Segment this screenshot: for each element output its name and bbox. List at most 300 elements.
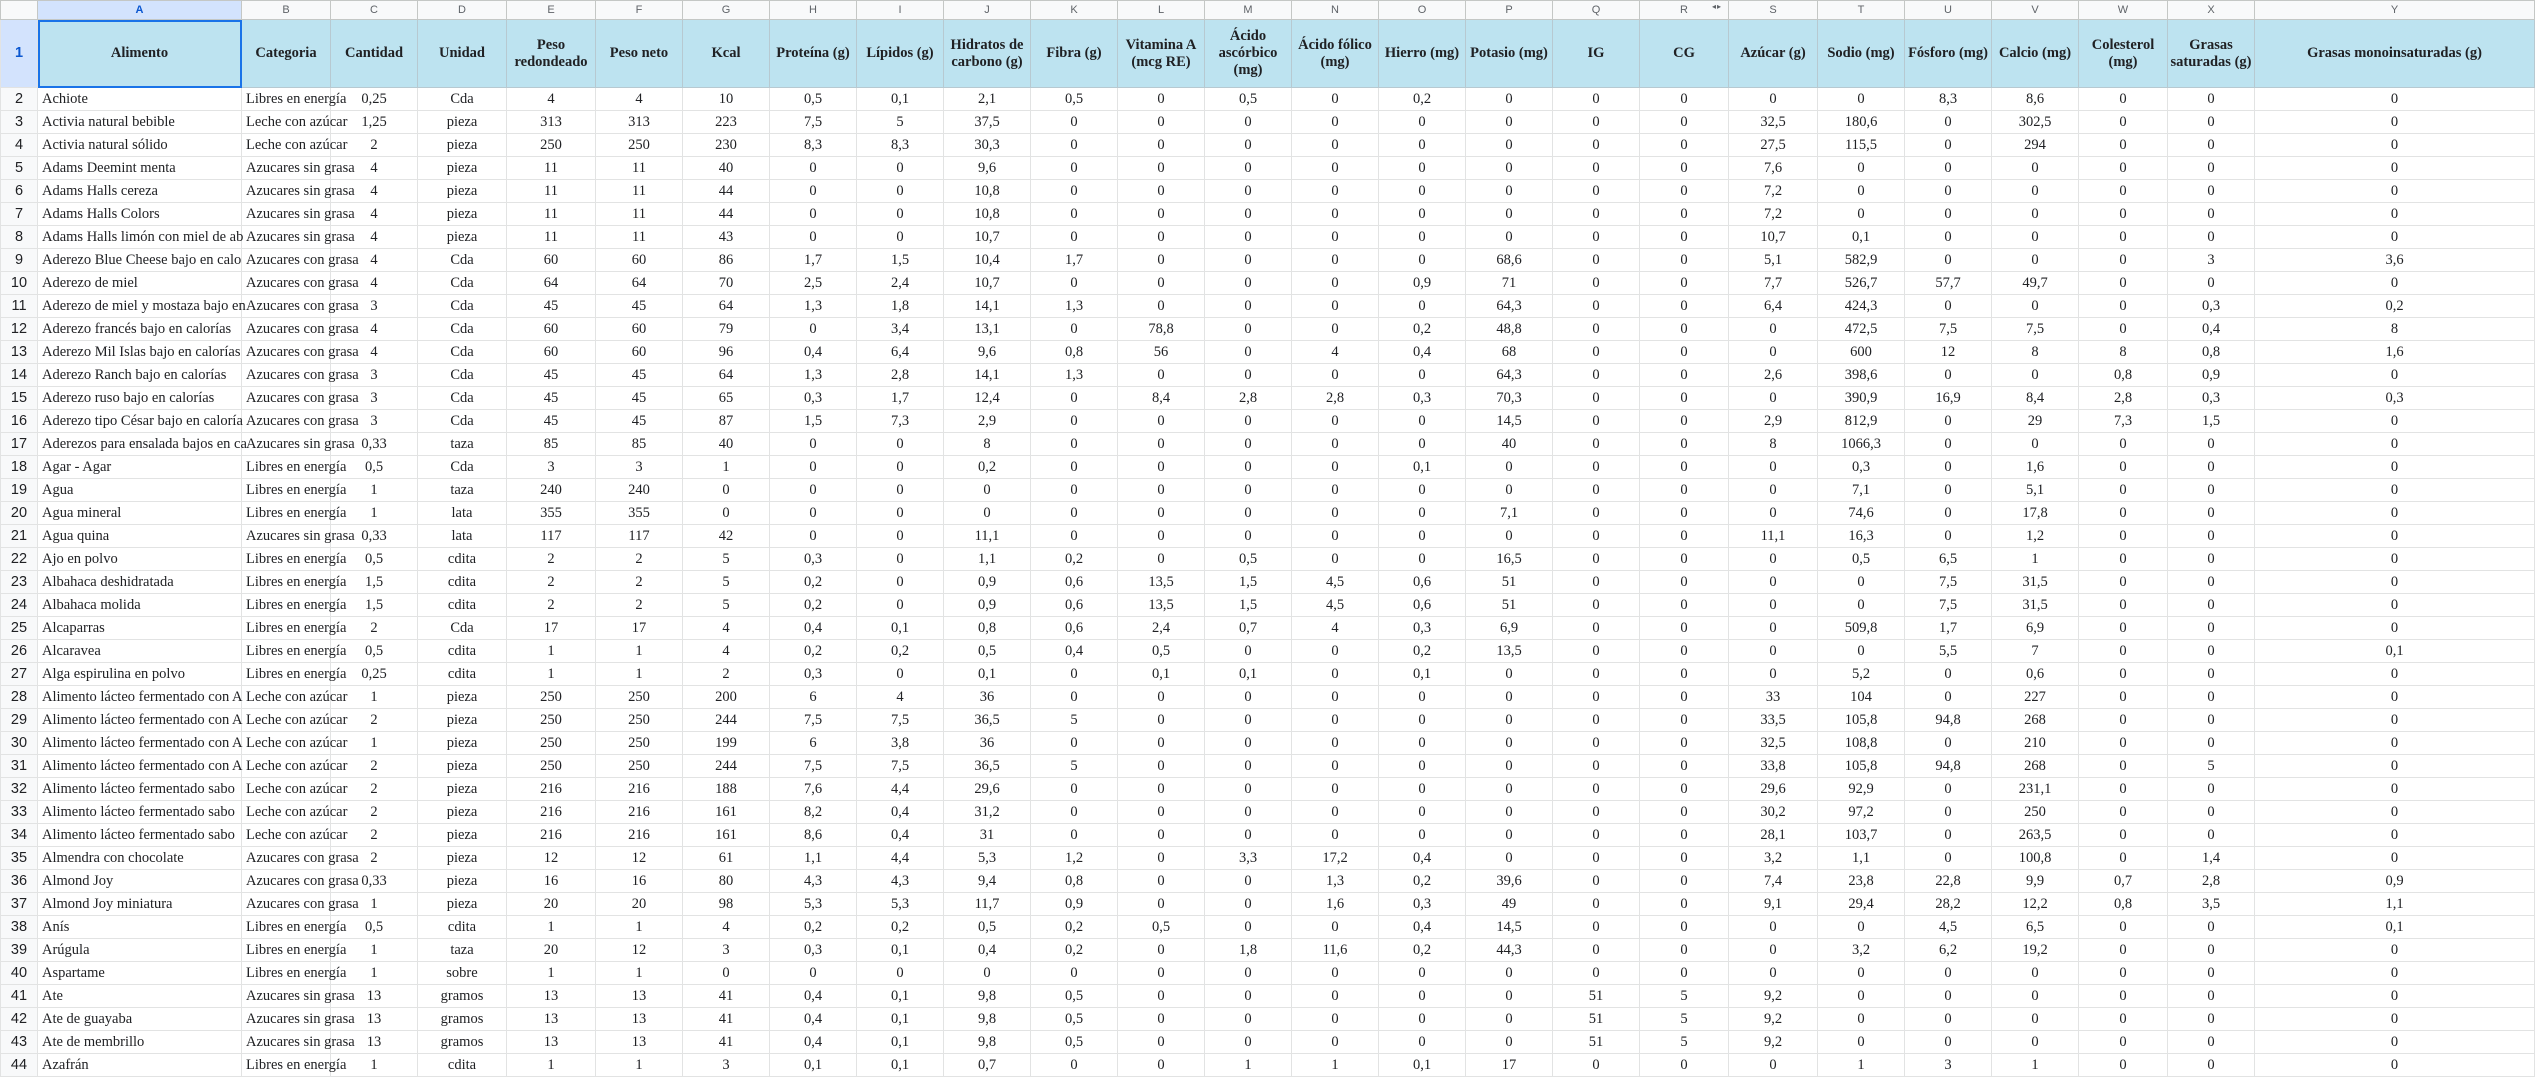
cell-P[interactable]: 0 (1466, 525, 1553, 548)
cell-K[interactable]: 1,2 (1031, 847, 1118, 870)
cell-Q[interactable]: 0 (1553, 203, 1640, 226)
cell-K[interactable]: 0,8 (1031, 341, 1118, 364)
cell-S[interactable]: 0 (1729, 640, 1818, 663)
cell-K[interactable]: 0,6 (1031, 594, 1118, 617)
cell-A[interactable]: Ate (38, 985, 242, 1008)
cell-H[interactable]: 5,3 (770, 893, 857, 916)
cell-P[interactable]: 0 (1466, 1008, 1553, 1031)
cell-S[interactable]: 0 (1729, 939, 1818, 962)
cell-V[interactable]: 12,2 (1992, 893, 2079, 916)
cell-D[interactable]: Cda (418, 88, 507, 111)
cell-U[interactable]: 0 (1905, 1008, 1992, 1031)
cell-X[interactable]: 0,8 (2168, 341, 2255, 364)
cell-H[interactable]: 0 (770, 962, 857, 985)
cell-O[interactable]: 0,4 (1379, 847, 1466, 870)
cell-Q[interactable]: 0 (1553, 824, 1640, 847)
cell-L[interactable]: 0 (1118, 364, 1205, 387)
cell-I[interactable]: 0 (857, 203, 944, 226)
row-number[interactable]: 21 (1, 525, 38, 548)
cell-I[interactable]: 0,4 (857, 824, 944, 847)
cell-U[interactable]: 0 (1905, 295, 1992, 318)
cell-Y[interactable]: 0 (2255, 709, 2535, 732)
cell-L[interactable]: 0,5 (1118, 916, 1205, 939)
row-number[interactable]: 39 (1, 939, 38, 962)
cell-S[interactable]: 0 (1729, 341, 1818, 364)
cell-S[interactable]: 9,2 (1729, 1008, 1818, 1031)
cell-B[interactable]: Azucares sin grasa (242, 180, 331, 203)
cell-U[interactable]: 0 (1905, 801, 1992, 824)
cell-X[interactable]: 0 (2168, 594, 2255, 617)
cell-N[interactable]: 0 (1292, 548, 1379, 571)
cell-X[interactable]: 2,8 (2168, 870, 2255, 893)
cell-P[interactable]: 7,1 (1466, 502, 1553, 525)
cell-U[interactable]: 0 (1905, 502, 1992, 525)
cell-S[interactable]: 9,2 (1729, 985, 1818, 1008)
cell-C[interactable]: 2 (331, 847, 418, 870)
cell-J[interactable]: 0,8 (944, 617, 1031, 640)
cell-D[interactable]: cdita (418, 571, 507, 594)
row-number[interactable]: 13 (1, 341, 38, 364)
cell-B[interactable]: Azucares con grasa (242, 249, 331, 272)
cell-Q[interactable]: 0 (1553, 939, 1640, 962)
cell-H[interactable]: 0 (770, 318, 857, 341)
cell-Y[interactable]: 0 (2255, 686, 2535, 709)
cell-X[interactable]: 1,5 (2168, 410, 2255, 433)
cell-G[interactable]: 64 (683, 295, 770, 318)
cell-L[interactable]: 0,1 (1118, 663, 1205, 686)
cell-K[interactable]: 0 (1031, 318, 1118, 341)
cell-A[interactable]: Aderezo Blue Cheese bajo en calo (38, 249, 242, 272)
cell-J[interactable]: 0,9 (944, 594, 1031, 617)
cell-A[interactable]: Aspartame (38, 962, 242, 985)
cell-W[interactable]: 0 (2079, 939, 2168, 962)
cell-Y[interactable]: 8 (2255, 318, 2535, 341)
cell-W[interactable]: 0 (2079, 594, 2168, 617)
cell-A[interactable]: Alimento lácteo fermentado sabo (38, 801, 242, 824)
cell-O[interactable]: 0,3 (1379, 617, 1466, 640)
cell-G[interactable]: 0 (683, 962, 770, 985)
cell-S[interactable]: 0 (1729, 962, 1818, 985)
cell-J[interactable]: 0,7 (944, 1054, 1031, 1077)
cell-G[interactable]: 4 (683, 916, 770, 939)
cell-A[interactable]: Almond Joy miniatura (38, 893, 242, 916)
row-number[interactable]: 42 (1, 1008, 38, 1031)
cell-Y[interactable]: 1,6 (2255, 341, 2535, 364)
cell-V[interactable]: 8,6 (1992, 88, 2079, 111)
cell-H[interactable]: 8,6 (770, 824, 857, 847)
row-number[interactable]: 3 (1, 111, 38, 134)
cell-L[interactable]: 0 (1118, 180, 1205, 203)
cell-F[interactable]: 1 (596, 916, 683, 939)
cell-Q[interactable]: 0 (1553, 686, 1640, 709)
cell-N[interactable]: 0 (1292, 180, 1379, 203)
cell-G[interactable]: 42 (683, 525, 770, 548)
cell-E[interactable]: 250 (507, 134, 596, 157)
cell-B[interactable]: Azucares sin grasa (242, 157, 331, 180)
cell-H[interactable]: 7,5 (770, 111, 857, 134)
cell-X[interactable]: 0,4 (2168, 318, 2255, 341)
cell-B[interactable]: Libres en energía (242, 939, 331, 962)
cell-P[interactable]: 39,6 (1466, 870, 1553, 893)
cell-I[interactable]: 1,5 (857, 249, 944, 272)
cell-C[interactable]: 0,33 (331, 525, 418, 548)
cell-Y[interactable]: 0 (2255, 778, 2535, 801)
cell-S[interactable]: 2,9 (1729, 410, 1818, 433)
cell-Q[interactable]: 51 (1553, 1008, 1640, 1031)
cell-K[interactable]: 5 (1031, 755, 1118, 778)
cell-E[interactable]: 60 (507, 318, 596, 341)
cell-I[interactable]: 1,7 (857, 387, 944, 410)
cell-F[interactable]: 3 (596, 456, 683, 479)
cell-H[interactable]: 0,4 (770, 1031, 857, 1054)
cell-V[interactable]: 0 (1992, 1031, 2079, 1054)
cell-K[interactable]: 0,4 (1031, 640, 1118, 663)
cell-J[interactable]: 31 (944, 824, 1031, 847)
cell-A[interactable]: Albahaca deshidratada (38, 571, 242, 594)
cell-R[interactable]: 0 (1640, 249, 1729, 272)
cell-T[interactable]: 97,2 (1818, 801, 1905, 824)
cell-P[interactable]: 0 (1466, 1031, 1553, 1054)
cell-X[interactable]: 0 (2168, 617, 2255, 640)
cell-R[interactable]: 0 (1640, 916, 1729, 939)
cell-X[interactable]: 0 (2168, 571, 2255, 594)
cell-K[interactable]: 0,2 (1031, 916, 1118, 939)
header-cell-P[interactable]: Potasio (mg) (1466, 20, 1553, 88)
cell-C[interactable]: 1,5 (331, 571, 418, 594)
cell-W[interactable]: 0 (2079, 686, 2168, 709)
cell-T[interactable]: 582,9 (1818, 249, 1905, 272)
cell-B[interactable]: Leche con azúcar (242, 801, 331, 824)
cell-Q[interactable]: 0 (1553, 410, 1640, 433)
cell-L[interactable]: 0 (1118, 134, 1205, 157)
column-header-K[interactable]: K (1031, 1, 1118, 20)
cell-T[interactable]: 0 (1818, 640, 1905, 663)
cell-B[interactable]: Azucares con grasa (242, 410, 331, 433)
cell-N[interactable]: 0 (1292, 778, 1379, 801)
cell-J[interactable]: 37,5 (944, 111, 1031, 134)
cell-B[interactable]: Libres en energía (242, 88, 331, 111)
cell-W[interactable]: 0,8 (2079, 893, 2168, 916)
cell-Y[interactable]: 0 (2255, 847, 2535, 870)
cell-N[interactable]: 0 (1292, 732, 1379, 755)
cell-E[interactable]: 11 (507, 203, 596, 226)
cell-K[interactable]: 1,7 (1031, 249, 1118, 272)
cell-F[interactable]: 4 (596, 88, 683, 111)
cell-G[interactable]: 244 (683, 755, 770, 778)
cell-V[interactable]: 31,5 (1992, 594, 2079, 617)
cell-S[interactable]: 10,7 (1729, 226, 1818, 249)
cell-N[interactable]: 0 (1292, 709, 1379, 732)
header-cell-R[interactable]: CG (1640, 20, 1729, 88)
cell-K[interactable]: 0 (1031, 111, 1118, 134)
cell-X[interactable]: 0 (2168, 1031, 2255, 1054)
cell-U[interactable]: 1,7 (1905, 617, 1992, 640)
header-cell-I[interactable]: Lípidos (g) (857, 20, 944, 88)
cell-S[interactable]: 28,1 (1729, 824, 1818, 847)
cell-G[interactable]: 5 (683, 548, 770, 571)
cell-J[interactable]: 10,8 (944, 180, 1031, 203)
cell-X[interactable]: 0 (2168, 88, 2255, 111)
cell-F[interactable]: 60 (596, 318, 683, 341)
cell-D[interactable]: Cda (418, 617, 507, 640)
cell-I[interactable]: 0 (857, 157, 944, 180)
cell-G[interactable]: 200 (683, 686, 770, 709)
cell-E[interactable]: 3 (507, 456, 596, 479)
cell-R[interactable]: 0 (1640, 88, 1729, 111)
cell-O[interactable]: 0 (1379, 249, 1466, 272)
cell-D[interactable]: sobre (418, 962, 507, 985)
cell-Q[interactable]: 0 (1553, 479, 1640, 502)
cell-A[interactable]: Alimento lácteo fermentado sabo (38, 824, 242, 847)
cell-O[interactable]: 0 (1379, 295, 1466, 318)
cell-U[interactable]: 12 (1905, 341, 1992, 364)
column-header-V[interactable]: V (1992, 1, 2079, 20)
cell-C[interactable]: 3 (331, 295, 418, 318)
cell-P[interactable]: 0 (1466, 203, 1553, 226)
cell-S[interactable]: 32,5 (1729, 111, 1818, 134)
cell-K[interactable]: 0 (1031, 962, 1118, 985)
cell-X[interactable]: 0,3 (2168, 387, 2255, 410)
row-number[interactable]: 34 (1, 824, 38, 847)
cell-L[interactable]: 0 (1118, 433, 1205, 456)
cell-N[interactable]: 1 (1292, 1054, 1379, 1077)
cell-R[interactable]: 0 (1640, 226, 1729, 249)
cell-A[interactable]: Aderezo de miel (38, 272, 242, 295)
cell-V[interactable]: 9,9 (1992, 870, 2079, 893)
cell-W[interactable]: 0 (2079, 640, 2168, 663)
cell-L[interactable]: 0 (1118, 755, 1205, 778)
cell-R[interactable]: 0 (1640, 341, 1729, 364)
cell-Q[interactable]: 0 (1553, 893, 1640, 916)
cell-Q[interactable]: 51 (1553, 985, 1640, 1008)
cell-K[interactable]: 0 (1031, 180, 1118, 203)
cell-I[interactable]: 5 (857, 111, 944, 134)
cell-S[interactable]: 0 (1729, 479, 1818, 502)
row-number[interactable]: 25 (1, 617, 38, 640)
cell-H[interactable]: 0,4 (770, 985, 857, 1008)
cell-S[interactable]: 2,6 (1729, 364, 1818, 387)
cell-H[interactable]: 8,2 (770, 801, 857, 824)
cell-M[interactable]: 0,5 (1205, 548, 1292, 571)
cell-V[interactable]: 0 (1992, 364, 2079, 387)
cell-R[interactable]: 0 (1640, 180, 1729, 203)
cell-T[interactable]: 0 (1818, 1008, 1905, 1031)
column-header-Q[interactable]: Q (1553, 1, 1640, 20)
cell-O[interactable]: 0 (1379, 962, 1466, 985)
cell-P[interactable]: 48,8 (1466, 318, 1553, 341)
cell-P[interactable]: 64,3 (1466, 364, 1553, 387)
cell-O[interactable]: 0 (1379, 801, 1466, 824)
cell-B[interactable]: Leche con azúcar (242, 778, 331, 801)
cell-F[interactable]: 64 (596, 272, 683, 295)
cell-P[interactable]: 0 (1466, 663, 1553, 686)
cell-N[interactable]: 0 (1292, 479, 1379, 502)
cell-Y[interactable]: 0 (2255, 548, 2535, 571)
cell-B[interactable]: Libres en energía (242, 548, 331, 571)
cell-F[interactable]: 1 (596, 1054, 683, 1077)
cell-V[interactable]: 268 (1992, 755, 2079, 778)
cell-H[interactable]: 0 (770, 502, 857, 525)
cell-I[interactable]: 7,5 (857, 755, 944, 778)
cell-J[interactable]: 0,5 (944, 916, 1031, 939)
cell-E[interactable]: 250 (507, 732, 596, 755)
cell-M[interactable]: 0 (1205, 341, 1292, 364)
cell-L[interactable]: 0 (1118, 824, 1205, 847)
cell-O[interactable]: 0 (1379, 203, 1466, 226)
cell-V[interactable]: 0 (1992, 180, 2079, 203)
column-header-P[interactable]: P (1466, 1, 1553, 20)
cell-X[interactable]: 0 (2168, 456, 2255, 479)
cell-N[interactable]: 0 (1292, 525, 1379, 548)
cell-M[interactable]: 0 (1205, 502, 1292, 525)
cell-S[interactable]: 8 (1729, 433, 1818, 456)
cell-L[interactable]: 0 (1118, 870, 1205, 893)
cell-E[interactable]: 13 (507, 985, 596, 1008)
cell-V[interactable]: 8 (1992, 341, 2079, 364)
cell-A[interactable]: Anís (38, 916, 242, 939)
cell-J[interactable]: 36,5 (944, 755, 1031, 778)
cell-A[interactable]: Alimento lácteo fermentado con A (38, 755, 242, 778)
cell-D[interactable]: pieza (418, 157, 507, 180)
cell-M[interactable]: 1 (1205, 1054, 1292, 1077)
cell-S[interactable]: 33,5 (1729, 709, 1818, 732)
cell-B[interactable]: Libres en energía (242, 1054, 331, 1077)
cell-O[interactable]: 0 (1379, 226, 1466, 249)
cell-M[interactable]: 0,5 (1205, 88, 1292, 111)
cell-V[interactable]: 1,6 (1992, 456, 2079, 479)
column-header-H[interactable]: H (770, 1, 857, 20)
cell-T[interactable]: 23,8 (1818, 870, 1905, 893)
cell-N[interactable]: 0 (1292, 824, 1379, 847)
header-cell-L[interactable]: Vitamina A (mcg RE) (1118, 20, 1205, 88)
cell-T[interactable]: 0 (1818, 962, 1905, 985)
cell-Y[interactable]: 0 (2255, 962, 2535, 985)
cell-X[interactable]: 0,9 (2168, 364, 2255, 387)
cell-J[interactable]: 31,2 (944, 801, 1031, 824)
cell-H[interactable]: 0,4 (770, 341, 857, 364)
cell-C[interactable]: 1 (331, 939, 418, 962)
cell-W[interactable]: 0 (2079, 548, 2168, 571)
cell-T[interactable]: 812,9 (1818, 410, 1905, 433)
cell-B[interactable]: Libres en energía (242, 479, 331, 502)
cell-Q[interactable]: 0 (1553, 387, 1640, 410)
cell-P[interactable]: 0 (1466, 180, 1553, 203)
cell-B[interactable]: Azucares con grasa (242, 341, 331, 364)
cell-M[interactable]: 0 (1205, 962, 1292, 985)
cell-A[interactable]: Aderezo tipo César bajo en caloría (38, 410, 242, 433)
cell-X[interactable]: 0 (2168, 134, 2255, 157)
cell-G[interactable]: 3 (683, 939, 770, 962)
row-number[interactable]: 4 (1, 134, 38, 157)
row-number[interactable]: 6 (1, 180, 38, 203)
cell-A[interactable]: Agua (38, 479, 242, 502)
cell-F[interactable]: 1 (596, 962, 683, 985)
cell-J[interactable]: 10,7 (944, 226, 1031, 249)
cell-D[interactable]: Cda (418, 318, 507, 341)
cell-F[interactable]: 2 (596, 548, 683, 571)
cell-F[interactable]: 85 (596, 433, 683, 456)
cell-G[interactable]: 44 (683, 203, 770, 226)
cell-R[interactable]: 0 (1640, 663, 1729, 686)
cell-M[interactable]: 0 (1205, 709, 1292, 732)
select-all-corner[interactable] (1, 1, 38, 20)
cell-E[interactable]: 11 (507, 157, 596, 180)
cell-A[interactable]: Ate de guayaba (38, 1008, 242, 1031)
cell-Y[interactable]: 0 (2255, 939, 2535, 962)
cell-G[interactable]: 40 (683, 433, 770, 456)
column-header-T[interactable]: T (1818, 1, 1905, 20)
cell-H[interactable]: 0,4 (770, 617, 857, 640)
cell-I[interactable]: 0 (857, 594, 944, 617)
cell-M[interactable]: 0 (1205, 364, 1292, 387)
cell-F[interactable]: 20 (596, 893, 683, 916)
row-number[interactable]: 17 (1, 433, 38, 456)
row-number[interactable]: 29 (1, 709, 38, 732)
cell-R[interactable]: 0 (1640, 778, 1729, 801)
cell-H[interactable]: 0 (770, 456, 857, 479)
cell-X[interactable]: 5 (2168, 755, 2255, 778)
cell-D[interactable]: Cda (418, 249, 507, 272)
cell-M[interactable]: 1,5 (1205, 594, 1292, 617)
cell-I[interactable]: 0 (857, 433, 944, 456)
cell-V[interactable]: 0,6 (1992, 663, 2079, 686)
cell-A[interactable]: Arúgula (38, 939, 242, 962)
cell-Q[interactable]: 0 (1553, 272, 1640, 295)
cell-P[interactable]: 0 (1466, 686, 1553, 709)
cell-W[interactable]: 0 (2079, 663, 2168, 686)
cell-O[interactable]: 0 (1379, 824, 1466, 847)
cell-Y[interactable]: 0 (2255, 180, 2535, 203)
cell-O[interactable]: 0,3 (1379, 893, 1466, 916)
cell-U[interactable]: 94,8 (1905, 755, 1992, 778)
cell-J[interactable]: 8 (944, 433, 1031, 456)
cell-M[interactable]: 0 (1205, 801, 1292, 824)
cell-F[interactable]: 45 (596, 295, 683, 318)
cell-J[interactable]: 0,2 (944, 456, 1031, 479)
cell-R[interactable]: 0 (1640, 456, 1729, 479)
cell-B[interactable]: Leche con azúcar (242, 134, 331, 157)
cell-T[interactable]: 398,6 (1818, 364, 1905, 387)
cell-H[interactable]: 4,3 (770, 870, 857, 893)
cell-S[interactable]: 3,2 (1729, 847, 1818, 870)
row-number[interactable]: 36 (1, 870, 38, 893)
cell-U[interactable]: 57,7 (1905, 272, 1992, 295)
cell-M[interactable]: 0 (1205, 479, 1292, 502)
cell-G[interactable]: 161 (683, 824, 770, 847)
cell-U[interactable]: 0 (1905, 824, 1992, 847)
cell-P[interactable]: 14,5 (1466, 916, 1553, 939)
cell-H[interactable]: 0,2 (770, 571, 857, 594)
cell-R[interactable]: 0 (1640, 893, 1729, 916)
row-number[interactable]: 43 (1, 1031, 38, 1054)
cell-P[interactable]: 0 (1466, 456, 1553, 479)
cell-D[interactable]: pieza (418, 709, 507, 732)
cell-A[interactable]: Almond Joy (38, 870, 242, 893)
cell-Q[interactable]: 0 (1553, 571, 1640, 594)
cell-F[interactable]: 1 (596, 663, 683, 686)
cell-N[interactable]: 0 (1292, 962, 1379, 985)
cell-V[interactable]: 19,2 (1992, 939, 2079, 962)
cell-E[interactable]: 13 (507, 1008, 596, 1031)
cell-E[interactable]: 12 (507, 847, 596, 870)
cell-S[interactable]: 7,2 (1729, 203, 1818, 226)
cell-D[interactable]: cdita (418, 594, 507, 617)
cell-L[interactable]: 0 (1118, 985, 1205, 1008)
cell-C[interactable]: 4 (331, 180, 418, 203)
cell-Q[interactable]: 0 (1553, 318, 1640, 341)
cell-X[interactable]: 3 (2168, 249, 2255, 272)
cell-E[interactable]: 1 (507, 916, 596, 939)
